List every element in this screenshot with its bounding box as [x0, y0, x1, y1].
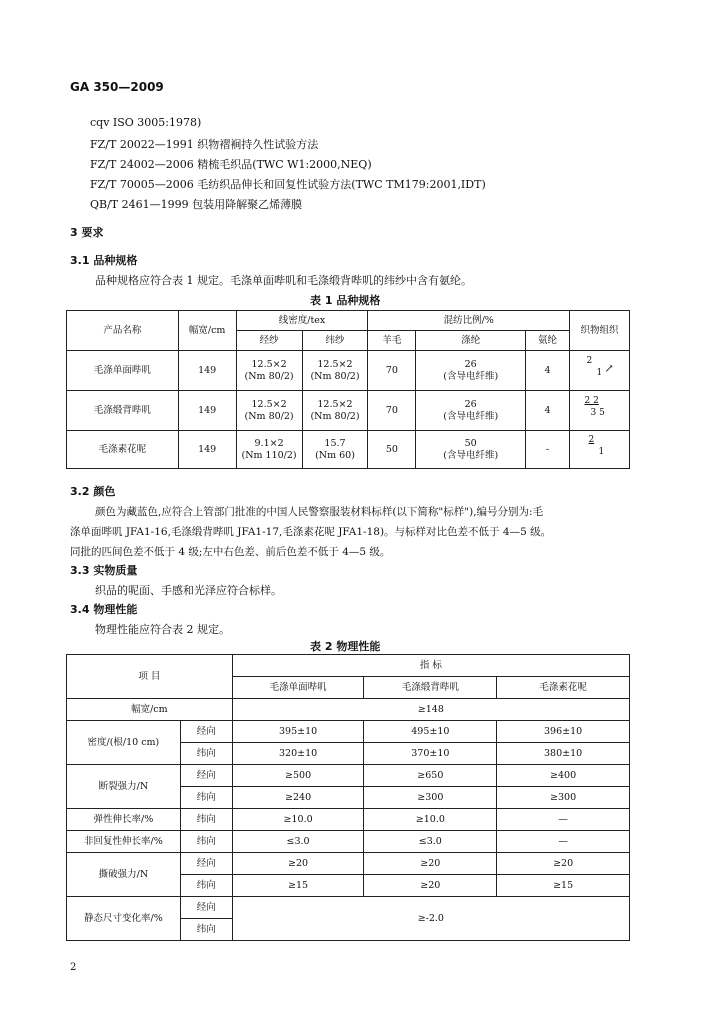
reference-line: cqv ISO 3005:1978): [90, 116, 202, 129]
header-cell: 毛涤素花呢: [497, 677, 630, 699]
direction-label: 经向: [180, 853, 232, 875]
cell-line: (含导电纤维): [443, 370, 499, 382]
cell-line: (含导电纤维): [443, 410, 499, 422]
cell: 320±10: [232, 743, 364, 765]
cell: ≤3.0: [364, 831, 497, 853]
header-cell: 涤纶: [416, 331, 526, 351]
table-caption: 表 2 物理性能: [310, 640, 381, 653]
paragraph: 物理性能应符合表 2 规定。: [95, 623, 230, 636]
paragraph: 品种规格应符合表 1 规定。毛涤单面哔叽和毛涤缎背哔叽的纬纱中含有氨纶。: [95, 274, 472, 287]
cell: ≤3.0: [232, 831, 364, 853]
paragraph: 织品的呢面、手感和光泽应符合标样。: [95, 584, 282, 597]
product-name: 毛涤素花呢: [67, 431, 179, 469]
table-row: [67, 721, 630, 743]
row-label: 非回复性伸长率/%: [67, 831, 181, 853]
header-cell: 混纺比例/%: [368, 311, 570, 331]
header-cell: 纬纱: [302, 331, 368, 351]
cell-line: (Nm 60): [315, 449, 355, 461]
reference-line: QB/T 2461—1999 包装用降解聚乙烯薄膜: [90, 198, 303, 211]
cell: ≥20: [497, 853, 630, 875]
cell: 50: [368, 431, 416, 469]
table-caption: 表 1 品种规格: [310, 294, 381, 307]
cell-line: (Nm 80/2): [310, 410, 360, 422]
direction-label: 经向: [180, 765, 232, 787]
cell: ≥650: [364, 765, 497, 787]
section-heading: 3.4 物理性能: [70, 603, 138, 616]
cell: [416, 391, 526, 431]
row-label: 弹性伸长率/%: [67, 809, 181, 831]
direction-label: 纬向: [180, 787, 232, 809]
product-name: 毛涤单面哔叽: [67, 351, 179, 391]
twill-arrow-icon: ↗: [604, 361, 614, 375]
section-heading: 3.3 实物质量: [70, 564, 138, 577]
cell: [236, 351, 302, 391]
table-row: [67, 853, 630, 875]
header-cell: 项 目: [67, 655, 233, 699]
cell-line: (Nm 110/2): [241, 449, 297, 461]
header-cell: 指 标: [232, 655, 629, 677]
weave-bottom: 3 5: [590, 407, 605, 418]
direction-label: 纬向: [180, 831, 232, 853]
paragraph: 同批的匹间色差不低于 4 级;左中右色差、前后色差不低于 4—5 级。: [70, 546, 391, 558]
weave-top: 2: [588, 434, 595, 445]
cell-line: (Nm 80/2): [244, 410, 294, 422]
cell: ≥20: [232, 853, 364, 875]
table-row: [67, 831, 630, 853]
header-cell: 线密度/tex: [236, 311, 368, 331]
cell: 4: [526, 351, 570, 391]
weave-cell: [569, 391, 629, 431]
table-row: [67, 351, 630, 391]
row-label: 密度/(根/10 cm): [67, 721, 181, 765]
cell-line: (Nm 80/2): [310, 370, 360, 382]
cell-line: 12.5×2: [251, 398, 287, 410]
cell: ≥500: [232, 765, 364, 787]
reference-line: FZ/T 20022—1991 织物褶裥持久性试验方法: [90, 138, 319, 151]
cell: 380±10: [497, 743, 630, 765]
direction-label: 经向: [180, 897, 232, 919]
section-heading: 3 要求: [70, 226, 104, 239]
header-cell: 氨纶: [526, 331, 570, 351]
weave-cell: [569, 351, 629, 391]
cell-line: 26: [464, 358, 477, 370]
cell: 149: [178, 391, 236, 431]
table-row: [67, 765, 630, 787]
cell: 70: [368, 351, 416, 391]
cell: ≥20: [364, 853, 497, 875]
row-label: 断裂强力/N: [67, 765, 181, 809]
page-number: 2: [70, 962, 77, 973]
cell: [416, 351, 526, 391]
header-cell: 羊毛: [368, 331, 416, 351]
cell: 396±10: [497, 721, 630, 743]
cell: 70: [368, 391, 416, 431]
cell: [236, 391, 302, 431]
section-heading: 3.1 品种规格: [70, 254, 138, 267]
product-name: 毛涤缎背哔叽: [67, 391, 179, 431]
cell: ≥400: [497, 765, 630, 787]
cell-line: 26: [464, 398, 477, 410]
header-cell: 织物组织: [569, 311, 629, 351]
standard-number: GA 350—2009: [70, 80, 164, 94]
cell: 395±10: [232, 721, 364, 743]
cell: [236, 431, 302, 469]
cell-line: 50: [464, 437, 477, 449]
header-cell: 经纱: [236, 331, 302, 351]
direction-label: 经向: [180, 721, 232, 743]
cell: ≥300: [497, 787, 630, 809]
cell: 149: [178, 431, 236, 469]
cell: [302, 391, 368, 431]
section-heading: 3.2 颜色: [70, 485, 116, 498]
cell: ≥15: [497, 875, 630, 897]
table-row: [67, 699, 630, 721]
cell-line: 12.5×2: [251, 358, 287, 370]
cell-line: 9.1×2: [254, 437, 284, 449]
weave-bottom: 1: [596, 367, 603, 378]
cell-line: 12.5×2: [317, 398, 353, 410]
cell: ≥10.0: [232, 809, 364, 831]
cell: ≥15: [232, 875, 364, 897]
cell: —: [497, 831, 630, 853]
weave-notation: [574, 356, 624, 382]
row-label: 撕破强力/N: [67, 853, 181, 897]
cell-line: (含导电纤维): [443, 449, 499, 461]
weave-top: 2: [586, 355, 593, 366]
header-cell: 幅宽/cm: [178, 311, 236, 351]
cell-line: 12.5×2: [317, 358, 353, 370]
cell: ≥300: [364, 787, 497, 809]
cell: -: [526, 431, 570, 469]
spec-table: [66, 310, 630, 469]
header-cell: 产品名称: [67, 311, 179, 351]
direction-label: 纬向: [180, 919, 232, 941]
cell: 370±10: [364, 743, 497, 765]
paragraph: 颜色为藏蓝色,应符合上管部门批准的中国人民警察服装材料标样(以下简称"标样"),编号分别为:毛: [95, 506, 544, 518]
header-cell: 毛涤缎背哔叽: [364, 677, 497, 699]
cell: ≥148: [232, 699, 629, 721]
cell: 4: [526, 391, 570, 431]
direction-label: 纬向: [180, 743, 232, 765]
weave-notation: [574, 435, 624, 461]
weave-cell: [569, 431, 629, 469]
row-label: 静态尺寸变化率/%: [67, 897, 181, 941]
cell: ≥10.0: [364, 809, 497, 831]
table-row: [67, 431, 630, 469]
weave-top: 2 2: [584, 395, 599, 406]
cell: [416, 431, 526, 469]
cell-line: (Nm 80/2): [244, 370, 294, 382]
cell: ≥240: [232, 787, 364, 809]
weave-bottom: 1: [598, 446, 605, 457]
cell: 149: [178, 351, 236, 391]
cell: —: [497, 809, 630, 831]
physical-properties-table: [66, 654, 630, 941]
cell: [302, 431, 368, 469]
cell: ≥20: [364, 875, 497, 897]
cell-line: 15.7: [324, 437, 346, 449]
table-row: [67, 897, 630, 919]
table-row: [67, 809, 630, 831]
weave-notation: [574, 396, 624, 422]
row-label: 幅宽/cm: [67, 699, 233, 721]
header-cell: 毛涤单面哔叽: [232, 677, 364, 699]
paragraph: 涤单面哔叽 JFA1-16,毛涤缎背哔叽 JFA1-17,毛涤素花呢 JFA1-18)。与标样对比色差不低于 4—5 级。: [70, 526, 552, 538]
cell: [302, 351, 368, 391]
direction-label: 纬向: [180, 809, 232, 831]
table-row: [67, 391, 630, 431]
cell: ≥-2.0: [232, 897, 629, 941]
cell: 495±10: [364, 721, 497, 743]
reference-line: FZ/T 24002—2006 精梳毛织品(TWC W1:2000,NEQ): [90, 158, 372, 171]
direction-label: 纬向: [180, 875, 232, 897]
reference-line: FZ/T 70005—2006 毛纺织品伸长和回复性试验方法(TWC TM179:2001,IDT): [90, 178, 486, 191]
